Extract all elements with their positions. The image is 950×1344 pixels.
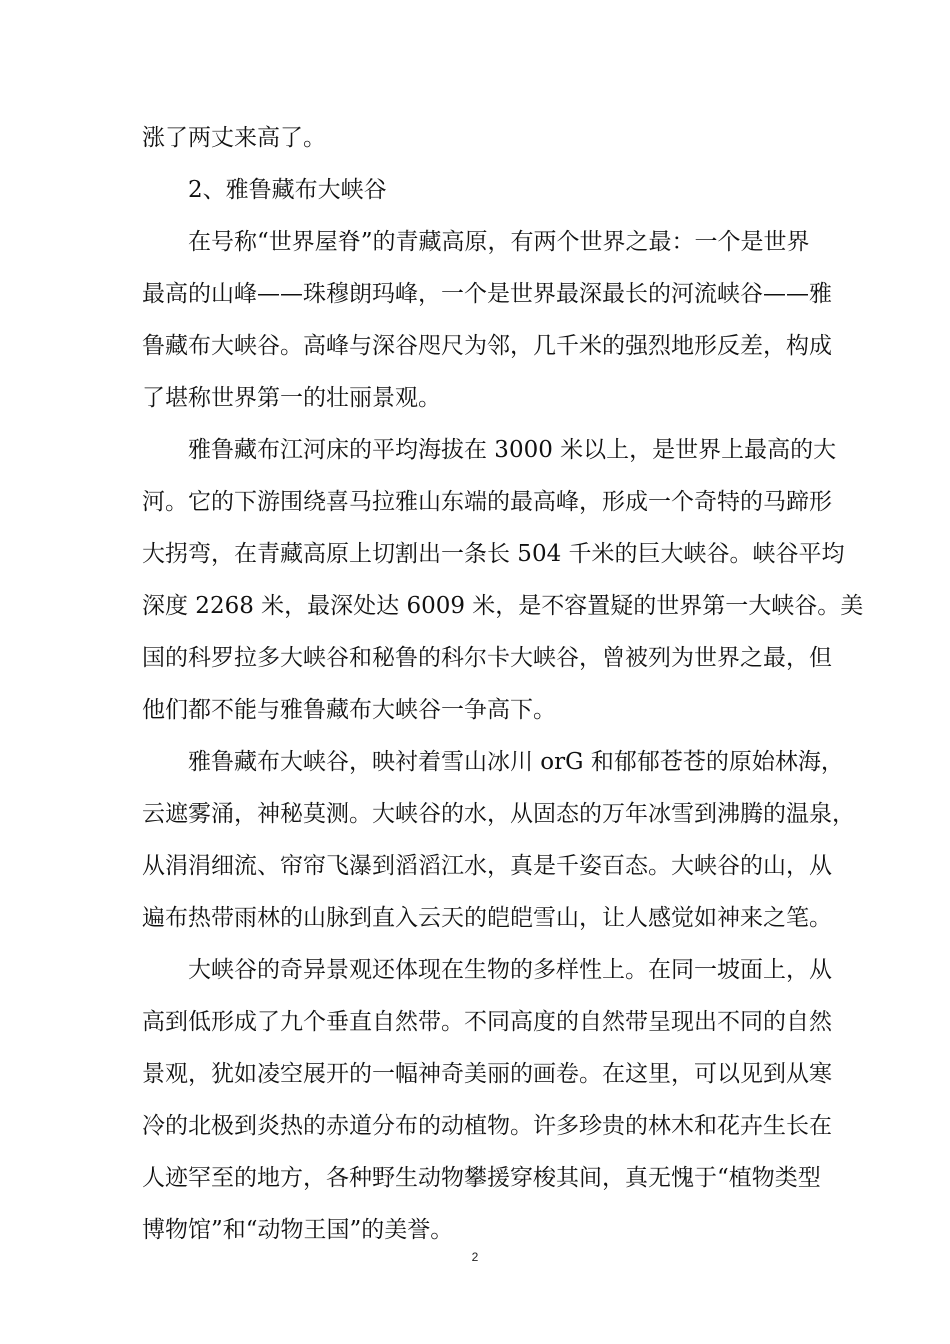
text-line: 遍布热带雨林的山脉到直入云天的皑皑雪山，让人感觉如神来之笔。 bbox=[142, 905, 832, 931]
text-line: 鲁藏布大峡谷。高峰与深谷咫尺为邻，几千米的强烈地形反差，构成 bbox=[142, 333, 832, 359]
section-heading bbox=[142, 164, 808, 216]
paragraph bbox=[142, 424, 864, 736]
paragraph bbox=[142, 944, 832, 1256]
text-line: 在号称“世界屋脊”的青藏高原，有两个世界之最：一个是世界 bbox=[188, 229, 810, 255]
text-line: 涨了两丈来高了。 bbox=[142, 125, 326, 151]
text-line: 国的科罗拉多大峡谷和秘鲁的科尔卡大峡谷，曾被列为世界之最，但 bbox=[142, 645, 832, 671]
text-line: 最高的山峰——珠穆朗玛峰，一个是世界最深最长的河流峡谷——雅 bbox=[142, 281, 832, 307]
text-line: 河。它的下游围绕喜马拉雅山东端的最高峰，形成一个奇特的马蹄形 bbox=[142, 489, 832, 515]
paragraph bbox=[142, 736, 855, 944]
paragraph bbox=[142, 112, 808, 164]
text-line: 冷的北极到炎热的赤道分布的动植物。许多珍贵的林木和花卉生长在 bbox=[142, 1113, 832, 1139]
text-line: 从涓涓细流、帘帘飞瀑到滔滔江水，真是千姿百态。大峡谷的山，从 bbox=[142, 853, 832, 879]
page-number: 2 bbox=[471, 1250, 479, 1264]
document-body bbox=[142, 112, 864, 1256]
text-line: 了堪称世界第一的壮丽景观。 bbox=[142, 385, 441, 411]
text-line: 雅鲁藏布大峡谷，映衬着雪山冰川 orG 和郁郁苍苍的原始林海， bbox=[188, 749, 844, 775]
text-line: 他们都不能与雅鲁藏布大峡谷一争高下。 bbox=[142, 697, 556, 723]
text-line: 景观，犹如凌空展开的一幅神奇美丽的画卷。在这里，可以见到从寒 bbox=[142, 1061, 832, 1087]
text-line: 高到低形成了九个垂直自然带。不同高度的自然带呈现出不同的自然 bbox=[142, 1009, 832, 1035]
text-line: 博物馆”和“动物王国”的美誉。 bbox=[142, 1217, 454, 1243]
text-line: 人迹罕至的地方，各种野生动物攀援穿梭其间，真无愧于“植物类型 bbox=[142, 1165, 821, 1191]
text-line: 雅鲁藏布江河床的平均海拔在 3000 米以上，是世界上最高的大 bbox=[188, 437, 837, 463]
text-line: 大峡谷的奇异景观还体现在生物的多样性上。在同一坡面上，从 bbox=[188, 957, 832, 983]
paragraph bbox=[142, 216, 832, 424]
text-line: 大拐弯，在青藏高原上切割出一条长 504 千米的巨大峡谷。峡谷平均 bbox=[142, 541, 845, 567]
text-line: 云遮雾涌，神秘莫测。大峡谷的水，从固态的万年冰雪到沸腾的温泉， bbox=[142, 801, 855, 827]
text-line: 深度 2268 米，最深处达 6009 米，是不容置疑的世界第一大峡谷。美 bbox=[142, 593, 864, 619]
heading-text: 2、雅鲁藏布大峡谷 bbox=[188, 177, 387, 203]
